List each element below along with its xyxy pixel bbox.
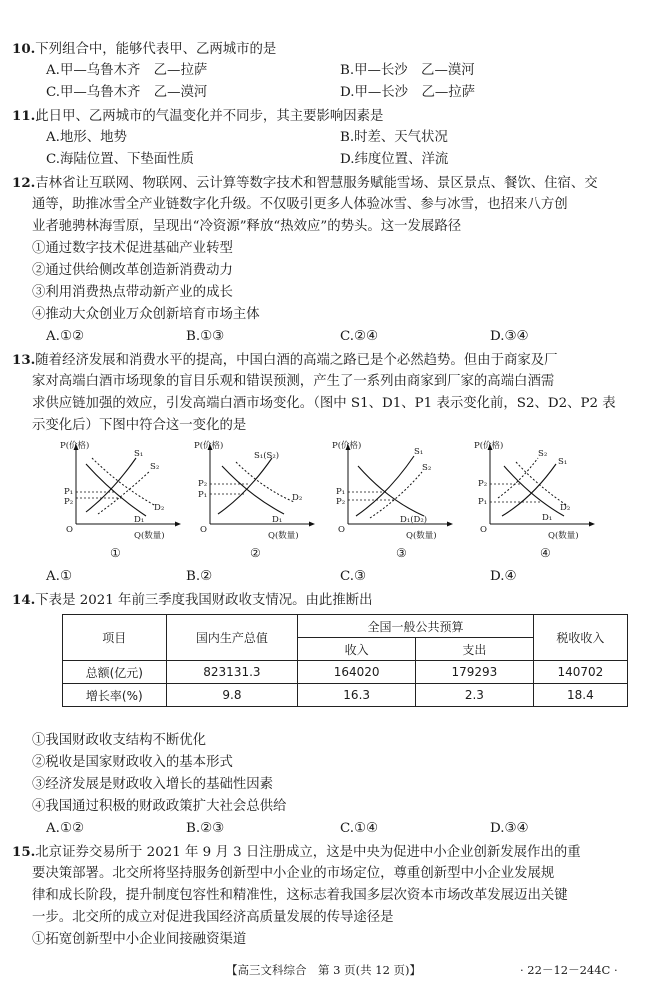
q13-stem-line-4: 示变化后）下图中符合这一变化的是 [32, 418, 247, 433]
label-d2: D₂ [292, 493, 303, 503]
table-cell: 823131.3 [166, 661, 298, 684]
q14-stem: 14.下表是 2021 年前三季度我国财政收支情况。由此推断出 [12, 592, 373, 608]
th-item: 项目 [63, 615, 167, 661]
label-d1: D₁ [542, 513, 553, 523]
q13-option-d[interactable]: D.④ [490, 569, 517, 584]
y-axis-label: P(价格) [474, 441, 504, 451]
q14-item-3: ③经济发展是财政收入增长的基础性因素 [32, 777, 274, 792]
label-s1: S₁ [414, 447, 424, 457]
table-cell: 增长率(%) [63, 684, 167, 707]
page-footer-title: 【高三文科综合 第 3 页(共 12 页)】 [226, 963, 422, 977]
label-p1: P₁ [198, 490, 208, 500]
q13-stem-line-3: 求供应链加强的效应，引发高端白酒市场变化。（图中 S1、D1、P1 表示变化前，S2、D2、P2 表 [32, 396, 616, 411]
table-cell: 16.3 [298, 684, 416, 707]
label-p1: P₁ [336, 487, 346, 497]
x-axis-label: Q(数量) [548, 531, 579, 541]
supply-curve-s1 [502, 464, 556, 516]
x-axis-label: Q(数量) [406, 531, 437, 541]
th-expense: 支出 [416, 638, 534, 661]
label-d1: D₁ [272, 515, 283, 525]
x-axis-label: Q(数量) [134, 531, 165, 541]
th-income: 收入 [298, 638, 416, 661]
demand-curve-d1 [86, 464, 146, 516]
th-gdp: 国内生产总值 [166, 615, 298, 661]
label-d2: D₂ [560, 503, 571, 513]
q12-stem-line-3: 业者驰骋林海雪原，呈现出“冷资源”释放“热效应”的势头。这一发展路径 [32, 219, 462, 234]
table-cell: 164020 [298, 661, 416, 684]
label-s2: S₂ [538, 449, 548, 459]
q13-option-c[interactable]: C.③ [340, 569, 367, 584]
q10-stem: 10.下列组合中，能够代表甲、乙两城市的是 [12, 41, 277, 57]
q11-stem: 11.此日甲、乙两城市的气温变化并不同步，其主要影响因素是 [12, 108, 384, 124]
q11-option-c[interactable]: C.海陆位置、下垫面性质 [46, 152, 194, 167]
q10-option-b[interactable]: B.甲—长沙 乙—漠河 [340, 63, 475, 78]
demand-curve-d1-d2 [358, 466, 424, 516]
q12-item-4: ④推动大众创业万众创新培育市场主体 [32, 307, 260, 322]
origin-label: O [200, 525, 207, 535]
table-row [63, 661, 628, 684]
label-d1: D₁ [134, 515, 145, 525]
y-axis-label: P(价格) [194, 441, 224, 451]
label-s2: S₂ [150, 462, 160, 472]
q12-stem-line-1: 12.吉林省让互联网、物联网、云计算等数字技术和智慧服务赋能雪场、景区景点、餐饮、住宿、交 [12, 175, 598, 191]
q14-option-a[interactable]: A.①② [46, 821, 84, 836]
q10-option-d[interactable]: D.甲—长沙 乙—拉萨 [340, 85, 476, 100]
q10-option-c[interactable]: C.甲—乌鲁木齐 乙—漠河 [46, 85, 208, 100]
origin-label: O [480, 525, 487, 535]
q13-option-b[interactable]: B.② [186, 569, 213, 584]
table-cell: 140702 [533, 661, 627, 684]
q11-option-b[interactable]: B.时差、天气状况 [340, 130, 448, 145]
table-cell: 总额(亿元) [63, 661, 167, 684]
q14-item-1: ①我国财政收支结构不断优化 [32, 733, 207, 748]
q15-stem-line-2: 要决策部署。北交所将坚持服务创新型中小企业的市场定位，尊重创新型中小企业发展规 [32, 866, 555, 881]
q12-option-b[interactable]: B.①③ [186, 329, 225, 344]
graph-label-3: ③ [396, 546, 407, 560]
th-budget: 全国一般公共预算 [298, 615, 534, 638]
graph-label-1: ① [110, 546, 121, 560]
label-p1: P₁ [478, 497, 488, 507]
label-s1-s2: S₁(S₂) [254, 451, 280, 461]
graph-label-2: ② [250, 546, 261, 560]
graph-label-4: ④ [540, 546, 551, 560]
page-footer-code: · 22－12－244C · [520, 963, 618, 977]
supply-curve-s1 [356, 456, 414, 516]
q14-option-c[interactable]: C.①④ [340, 821, 379, 836]
label-p2: P₂ [478, 479, 488, 489]
q11-option-d[interactable]: D.纬度位置、洋流 [340, 152, 449, 167]
demand-curve-d1 [222, 466, 284, 514]
q12-option-d[interactable]: D.③④ [490, 329, 529, 344]
fiscal-table [62, 614, 628, 707]
supply-curve-s1-s2 [218, 458, 272, 514]
supply-demand-graph-2 [192, 436, 317, 550]
q12-stem-line-2: 通等，助推冰雪全产业链数字化升级。不仅吸引更多人体验冰雪、参与冰雪，也招来八方创 [32, 197, 568, 212]
y-axis-label: P(价格) [332, 441, 362, 451]
q14-option-b[interactable]: B.②③ [186, 821, 225, 836]
q11-option-a[interactable]: A.地形、地势 [46, 130, 127, 145]
q15-stem-line-4: 一步。北交所的成立对促进我国经济高质量发展的传导途径是 [32, 910, 394, 925]
q12-item-1: ①通过数字技术促进基础产业转型 [32, 241, 233, 256]
label-d1-d2: D₁(D₂) [400, 515, 428, 525]
q14-item-4: ④我国通过积极的财政政策扩大社会总供给 [32, 799, 287, 814]
q13-option-a[interactable]: A.① [46, 569, 72, 584]
origin-label: O [338, 525, 345, 535]
q14-item-2: ②税收是国家财政收入的基本形式 [32, 755, 233, 770]
th-tax: 税收收入 [533, 615, 627, 661]
origin-label: O [66, 525, 73, 535]
q12-item-2: ②通过供给侧改革创造新消费动力 [32, 263, 233, 278]
q12-option-a[interactable]: A.①② [46, 329, 84, 344]
label-p1: P₁ [64, 487, 74, 497]
x-axis-label: Q(数量) [268, 531, 299, 541]
table-cell: 179293 [416, 661, 534, 684]
q15-stem-line-1: 15.北京证券交易所于 2021 年 9 月 3 日注册成立，这是中央为促进中小企业创新发展作出的重 [12, 844, 581, 860]
supply-demand-graph-4 [472, 436, 597, 550]
table-cell: 18.4 [533, 684, 627, 707]
label-p2: P₂ [64, 497, 74, 507]
label-p2: P₂ [336, 497, 346, 507]
q14-option-d[interactable]: D.③④ [490, 821, 529, 836]
q15-stem-line-3: 律和成长阶段，提升制度包容性和精准性，这标志着我国多层次资本市场改革发展迈出关键 [32, 888, 568, 903]
q12-option-c[interactable]: C.②④ [340, 329, 379, 344]
q10-option-a[interactable]: A.甲—乌鲁木齐 乙—拉萨 [46, 63, 208, 78]
label-p2: P₂ [198, 479, 208, 489]
label-s1: S₁ [134, 449, 144, 459]
label-s1: S₁ [558, 457, 568, 467]
q15-item-1: ①拓宽创新型中小企业间接融资渠道 [32, 932, 247, 947]
table-row [63, 684, 628, 707]
label-s2: S₂ [422, 463, 432, 473]
supply-demand-graph-1 [58, 436, 183, 550]
label-d2: D₂ [154, 503, 165, 513]
table-cell: 2.3 [416, 684, 534, 707]
supply-curve-s2 [98, 471, 150, 514]
q13-stem-line-2: 家对高端白酒市场现象的盲目乐观和错误预测，产生了一系列由商家到厂家的高端白酒需 [32, 374, 555, 389]
table-cell: 9.8 [166, 684, 298, 707]
q12-item-3: ③利用消费热点带动新产业的成长 [32, 285, 233, 300]
supply-demand-graph-3 [330, 436, 455, 550]
y-axis-label: P(价格) [60, 441, 90, 451]
q13-stem-line-1: 13.随着经济发展和消费水平的提高，中国白酒的高端之路已是个必然趋势。但由于商家及厂 [12, 352, 558, 368]
